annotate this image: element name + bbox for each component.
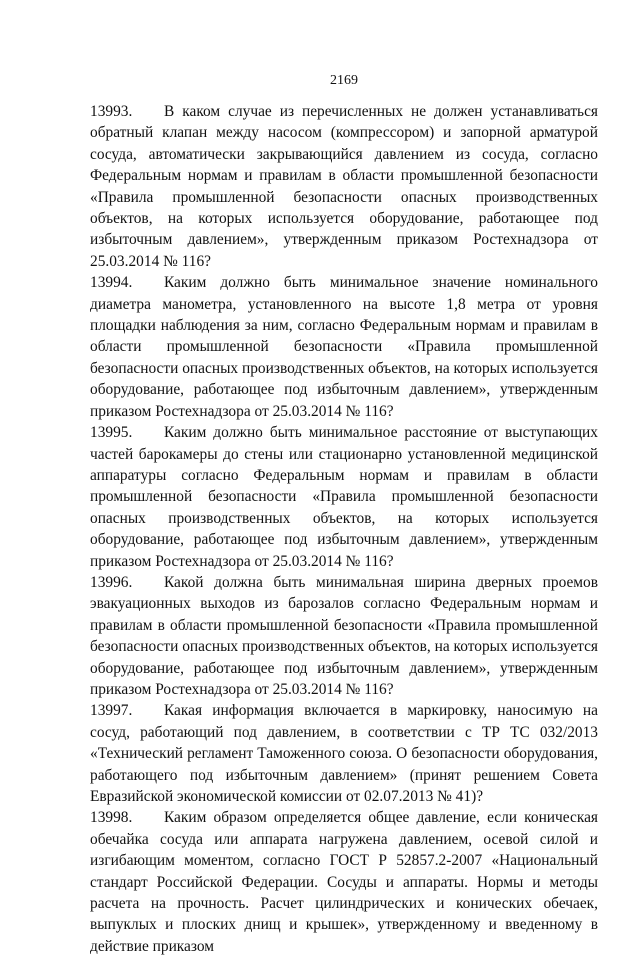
question-item [90,700,598,807]
question-text: Какой должна быть минимальная ширина дверных проемов эвакуационных выходов из барозалов согласно Федеральным нормам и правилам в области промышленной безопасности «Правила промышленной безопасности опасных производственных объектов, на которых используется оборудование, работающее под избыточным давлением», утвержденным приказом Ростехнадзора от 25.03.2014 № 116? [90,573,598,698]
question-text: Каким должно быть минимальное расстояние от выступающих частей барокамеры до стены или стационарно установленной медицинской аппаратуры согласно Федеральным нормам и правилам в области промышленной безопасности «Правила промышленной безопасности опасных производственных объектов, на которых используется оборудование, работающее под избыточным давлением», утвержденным приказом Ростехнадзора от 25.03.2014 № 116? [90,424,598,570]
question-item [90,807,598,957]
question-number: 13993. [90,103,133,120]
question-number: 13995. [90,424,133,442]
question-number: 13996. [90,573,133,591]
question-item [90,101,598,272]
question-text: Каким образом определяется общее давление, если коническая обечайка сосуда или аппарата нагружена давлением, осевой силой и изгибающим моментом, согласно ГОСТ Р 52857.2-2007 «Национальный стандарт Российской Федерации. Сосуды и аппараты. Нормы и методы расчета на прочность. Расчет цилиндрических и конических обечаек, выпуклых и плоских днищ и крышек», утвержденному и введенному в действие приказом [90,809,598,955]
question-item [90,422,598,572]
question-list [90,101,598,957]
question-item [90,572,598,700]
question-number: 13994. [90,274,133,292]
question-number: 13997. [90,702,133,720]
page-number: 2169 [330,73,358,88]
question-item [90,272,598,422]
question-text: Какая информация включается в маркировку, наносимую на сосуд, работающий под давлением, в соответствии с ТР ТС 032/2013 «Технический регламент Таможенного союза. О безопасности оборудования, работающего под избыточным давлением» (принят решением Совета Евразийской экономической комиссии от 02.07.2013 № 41)? [90,702,598,805]
question-text: В каком случае из перечисленных не должен устанавливаться обратный клапан между насосом (компрессором) и запорной арматурой сосуда, автоматически закрывающийся давлением из сосуда, согласно Федеральным нормам и правилам в области промышленной безопасности «Правила промышленной безопасности опасных производственных объектов, на которых используется оборудование, работающее под избыточным давлением», утвержденным приказом Ростехнадзора от 25.03.2014 № 116? [90,103,598,270]
question-text: Каким должно быть минимальное значение номинального диаметра манометра, установленного на высоте 1,8 метра от уровня площадки наблюдения за ним, согласно Федеральным нормам и правилам в области промышленной безопасности «Правила промышленной безопасности опасных производственных объектов, на которых используется оборудование, работающее под избыточным давлением», утвержденным приказом Ростехнадзора от 25.03.2014 № 116? [90,274,598,420]
document-page [90,0,598,955]
question-number: 13998. [90,809,133,827]
